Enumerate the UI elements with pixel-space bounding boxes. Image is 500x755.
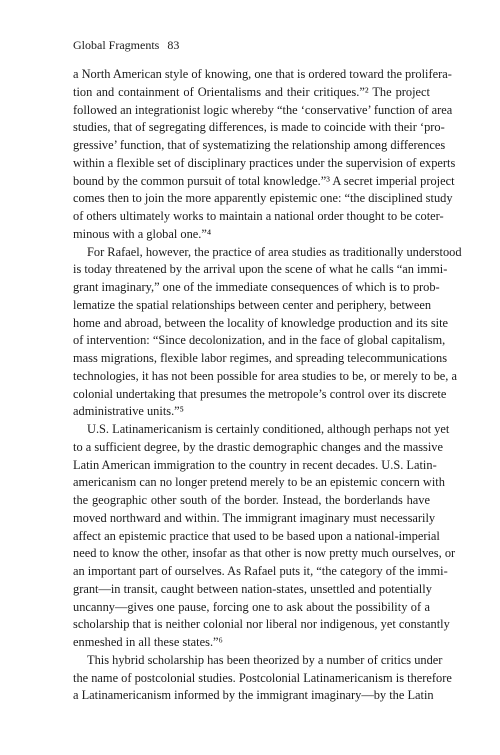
text-line: need to know the other, insofar as that other is now pretty much ourselves, or (73, 546, 456, 561)
text-line: For Rafael, however, the practice of area studies as traditionally understood (87, 244, 462, 259)
text-line: U.S. Latinamericanism is certainly conditioned, although perhaps not yet (87, 422, 450, 436)
text-line: americanism can no longer pretend merely to be an epistemic concern with (73, 475, 445, 490)
text-line: to a sufficient degree, by the drastic demographic changes and the massive (73, 439, 443, 454)
body-text (73, 66, 462, 705)
text-line: of intervention: “Since decolonization, and in the face of global capitalism, (73, 333, 446, 348)
text-line: uncanny—gives one pause, forcing one to ask about the possibility of a (73, 599, 430, 614)
text-line: moved northward and within. The immigrant imaginary must necessarily (73, 510, 436, 525)
text-line: technologies, it has not been possible for area studies to be, or merely to be, a (73, 368, 458, 383)
text-line: an important part of ourselves. As Rafael puts it, “the category of the immi- (73, 564, 448, 578)
text-line: Latin American immigration to the country in recent decades. U.S. Latin- (73, 457, 437, 472)
text-line: of others ultimately works to maintain a national order thought to be coter- (73, 209, 444, 223)
text-line: grant—in transit, caught between nation-states, unsettled and potentially (73, 581, 432, 596)
text-line: lematize the spatial relationships between center and periphery, between (73, 297, 432, 312)
text-line: within a flexible set of disciplinary practices under the supervision of experts (73, 155, 456, 170)
text-line: administrative units.”⁵ (73, 404, 184, 419)
text-line: a Latinamericanism informed by the immigrant imaginary—by the Latin (73, 688, 434, 703)
text-line: comes then to join the more apparently epistemic one: “the disciplined study (73, 191, 453, 206)
running-head (73, 38, 179, 52)
text-line: studies, that of segregating differences, is made to coincide with their ‘pro- (73, 120, 445, 135)
text-line: grant imaginary,” one of the immediate consequences of which is to prob- (73, 280, 440, 294)
text-line: enmeshed in all these states.”⁶ (73, 635, 223, 649)
page-number: 83 (167, 38, 180, 52)
text-line: tion and containment of Orientalisms and their critiques.”² The project (73, 84, 430, 99)
text-line: the geographic other south of the border. Instead, the borderlands have (73, 493, 430, 507)
text-line: scholarship that is neither colonial nor liberal nor indigenous, yet constantly (73, 617, 450, 632)
text-line: minous with a global one.”⁴ (73, 226, 212, 241)
text-line: affect an epistemic practice that used to be based upon a national-imperial (73, 528, 440, 543)
text-line: colonial undertaking that presumes the metropole’s control over its discrete (73, 386, 447, 401)
text-line: home and abroad, between the locality of knowledge production and its site (73, 315, 449, 330)
text-line: a North American style of knowing, one that is ordered toward the prolifera- (73, 67, 452, 81)
text-line: is today threatened by the arrival upon the scene of what he calls “an immi- (73, 262, 448, 277)
running-head-title: Global Fragments (73, 38, 160, 52)
text-line: This hybrid scholarship has been theorized by a number of critics under (87, 652, 443, 667)
text-line: bound by the common pursuit of total knowledge.”³ A secret imperial project (73, 173, 455, 188)
text-line: mass migrations, flexible labor regimes, and spreading telecommunications (73, 351, 448, 365)
text-line: the name of postcolonial studies. Postcolonial Latinamericanism is therefore (73, 670, 452, 685)
text-line: gressive’ function, that of systematizing the relationship among differences (73, 138, 446, 152)
text-line: followed an integrationist logic whereby “the ‘conservative’ function of area (73, 102, 453, 117)
